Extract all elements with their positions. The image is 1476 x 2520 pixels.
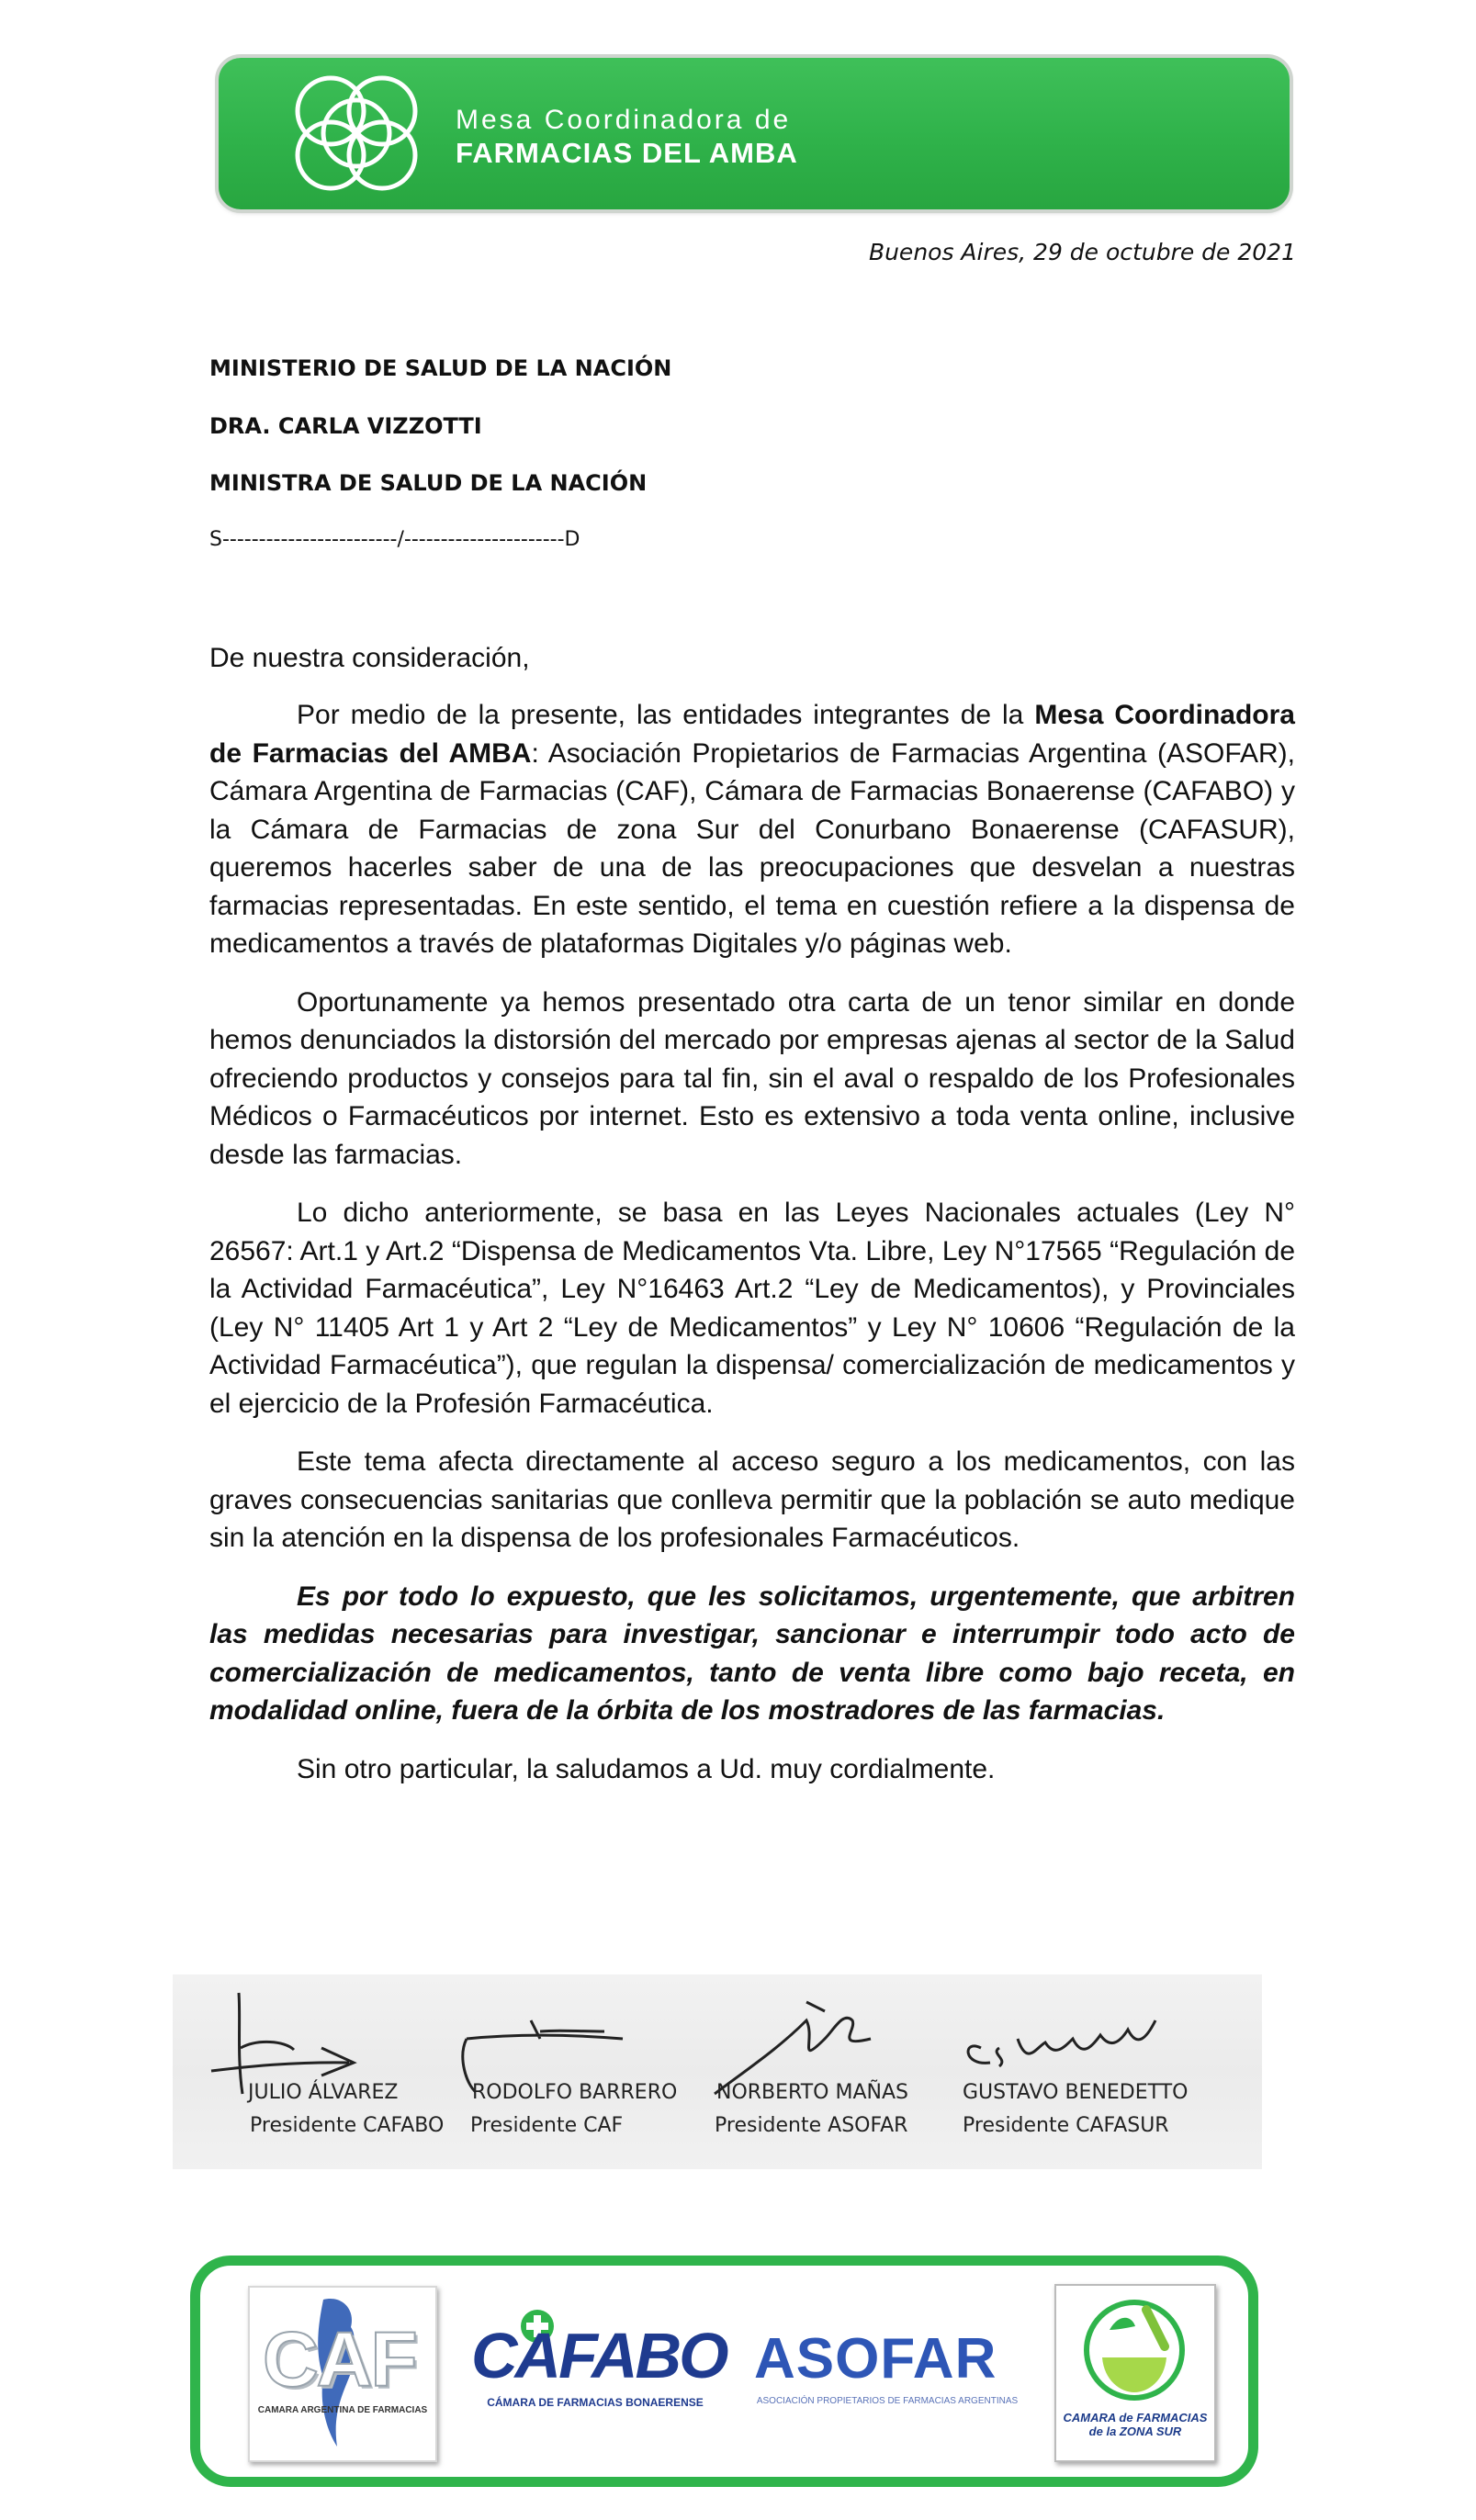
signature-3 (696, 1974, 953, 2169)
recipient-title: MINISTRA DE SALUD DE LA NACIÓN (209, 470, 648, 496)
cafasur-line2: de la ZONA SUR (1088, 2424, 1182, 2438)
paragraph-1-intro: Por medio de la presente, las entidades integrantes de la (297, 700, 1035, 730)
cafabo-logo-text: CAFABO (471, 2320, 727, 2391)
paragraph-1-bold-org: Mesa Coordinadora de Farmacias del AMBA (209, 700, 1295, 769)
paragraph-3: Lo dicho anteriormente, se basa en las Leyes Nacionales actuales (Ley N° 26567: Art.1 y Art.2 “Dispensa de Medicamentos Vta. Libre, Ley N°17565 “Regulación de la Actividad Farmacéutica”, Ley N°16463 Art.2 “Ley de Medicamentos), y Provinciales (Ley N° 11405 Art 1 y Art 2 “Ley de Medicamentos” y Ley N° 10606 “Regulación de la Actividad Farmacéutica”), que regulan la dispensa/ comercialización de medicamentos y el ejercicio de la Profesión Farmacéutica. (209, 1198, 1295, 1419)
signature-1-name: JULIO ÁLVAREZ (248, 2081, 399, 2104)
paragraph-1 (209, 696, 1295, 963)
header-title-line2: FARMACIAS DEL AMBA (456, 137, 798, 169)
paragraph-2: Oportunamente ya hemos presentado otra carta de un tenor similar en donde hemos denunciados la distorsión del mercado por empresas ajenas al sector de la Salud ofreciendo productos y consejos para tal fin, sin el aval o respaldo de los Profesionales Médicos o Farmacéuticos por internet. Esto es extensivo a toda venta online, inclusive desde las farmacias. (209, 986, 1295, 1170)
signature-2 (439, 1974, 696, 2169)
signature-4-role: Presidente CAFASUR (963, 2114, 1169, 2137)
asofar-logo-subtitle: ASOCIACIÓN PROPIETARIOS DE FARMACIAS ARGENTINAS (756, 2396, 1019, 2406)
signature-2-name: RODOLFO BARRERO (472, 2081, 678, 2104)
recipient-sd-line: S------------------------/----------------------D (209, 528, 580, 551)
signatures-block (173, 1974, 1262, 2169)
letter-body (209, 696, 1295, 1808)
signature-1 (184, 1974, 445, 2169)
salutation: De nuestra consideración, (209, 643, 530, 673)
signature-3-role: Presidente ASOFAR (715, 2114, 908, 2137)
caf-logo-text: CAF (263, 2316, 416, 2402)
asofar-logo (754, 2326, 1020, 2427)
letter-date: Buenos Aires, 29 de octubre de 2021 (868, 239, 1296, 265)
cafabo-logo-subtitle: CÁMARA DE FARMACIAS BONAERENSE (487, 2396, 704, 2409)
cafasur-logo-text (1060, 2411, 1211, 2438)
signature-3-name: NORBERTO MAÑAS (716, 2081, 908, 2104)
footer-logos-frame (190, 2256, 1258, 2487)
cafabo-logo (471, 2319, 728, 2429)
signature-2-role: Presidente CAF (470, 2114, 624, 2137)
header-banner (219, 58, 1290, 209)
paragraph-1-rest: : Asociación Propietarios de Farmacias Argentina (ASOFAR), Cámara Argentina de Farmacias (CAF), Cámara de Farmacias Bonaerense (CAFABO) y la Cámara de Farmacias de zona Sur del Conurbano Bonaerense (CAFASUR), queremos hacerles saber de una de las preocupaciones que desvelan a nuestras farmacias representadas. En este sentido, el tema en cuestión refiere a la dispensa de medicamentos a través de plataformas Digitales y/o páginas web. (209, 737, 1295, 959)
signature-4 (953, 1974, 1211, 2169)
recipient-name: DRA. CARLA VIZZOTTI (209, 413, 482, 439)
paragraph-4: Este tema afecta directamente al acceso seguro a los medicamentos, con las graves consecuencias sanitarias que conlleva permitir que la población se auto medique sin la atención en la dispensa de los profesionales Farmacéuticos. (209, 1446, 1295, 1553)
signature-4-name: GUSTAVO BENEDETTO (963, 2081, 1189, 2104)
paragraph-6-closing: Sin otro particular, la saludamos a Ud. muy cordialmente. (297, 1753, 996, 1784)
cafasur-line1: CAMARA de FARMACIAS (1063, 2411, 1208, 2424)
mortar-and-pestle-icon (1075, 2293, 1194, 2408)
cafasur-logo (1054, 2284, 1216, 2462)
paragraph-5-request: Es por todo lo expuesto, que les solicitamos, urgentemente, que arbitren las medidas necesarias para investigar, sancionar e interrumpir todo acto de comercialización de medicamentos, tanto de venta libre como bajo receta, en modalidad online, fuera de la órbita de los mostradores de las farmacias. (209, 1581, 1295, 1726)
caf-logo-subtitle: CAMARA ARGENTINA DE FARMACIAS (257, 2405, 428, 2415)
signature-1-role: Presidente CAFABO (250, 2114, 445, 2137)
interlocking-circles-logo-icon (274, 69, 439, 197)
asofar-logo-text: ASOFAR (754, 2327, 997, 2391)
caf-logo (248, 2286, 437, 2462)
recipient-ministry: MINISTERIO DE SALUD DE LA NACIÓN (209, 355, 672, 381)
header-title-line1: Mesa Coordinadora de (456, 105, 792, 135)
